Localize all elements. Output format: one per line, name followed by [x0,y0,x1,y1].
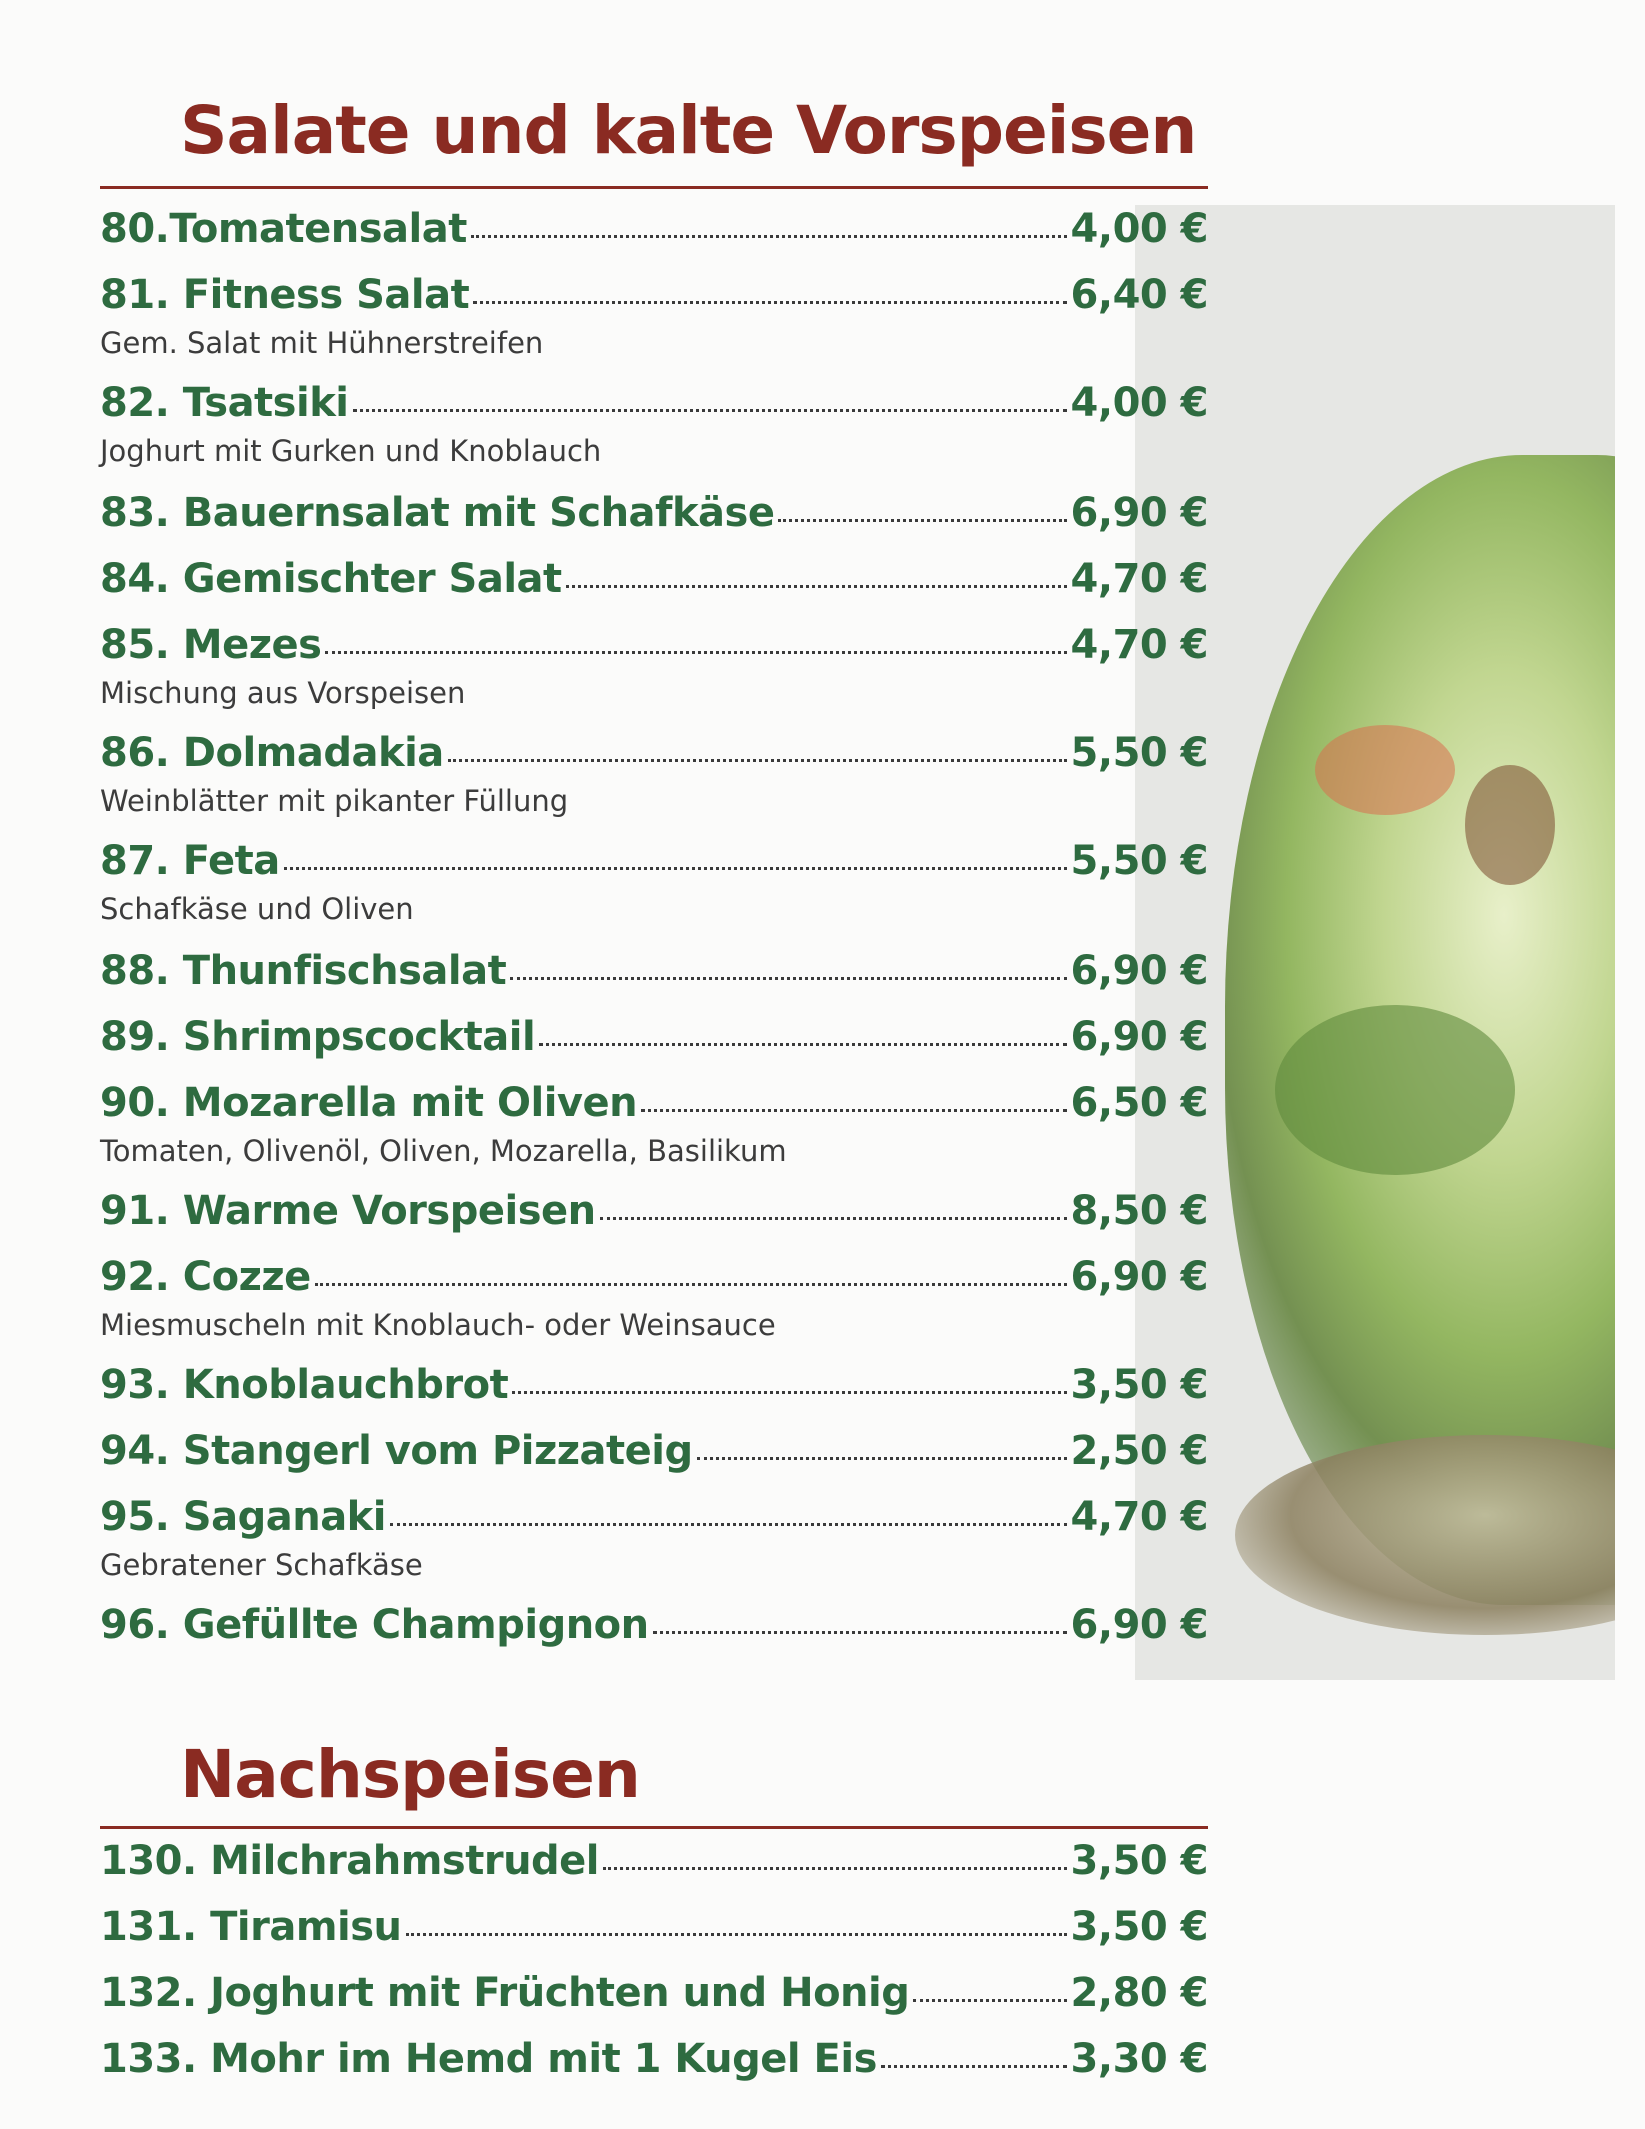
dot-leader [390,1523,1067,1526]
meat-shape [1465,765,1555,885]
menu-item [100,1494,1208,1583]
menu-item [100,1014,1208,1070]
item-row [100,730,1208,786]
item-row [100,490,1208,546]
item-row [100,838,1208,894]
item-name: 87. Feta [100,838,280,884]
dot-leader [471,235,1067,238]
dot-leader [653,1631,1067,1634]
salads-section-title: Salate und kalte Vorspeisen [180,92,1197,169]
menu-item [100,1254,1208,1343]
item-price: 3,30 € [1070,2036,1208,2082]
item-name: 132. Joghurt mit Früchten und Honig [100,1970,910,2016]
item-price: 6,90 € [1070,490,1208,536]
item-name: 82. Tsatsiki [100,380,349,426]
item-price: 2,80 € [1070,1970,1208,2016]
dot-leader [539,1043,1066,1046]
item-price: 4,00 € [1070,206,1208,252]
menu-item [100,730,1208,819]
menu-item [100,1080,1208,1169]
item-row [100,1494,1208,1550]
desserts-title-rule [100,1826,1208,1829]
item-price: 4,70 € [1070,556,1208,602]
dot-leader [512,1391,1066,1394]
item-name: 92. Cozze [100,1254,311,1300]
menu-item [100,622,1208,711]
menu-item [100,1838,1208,1894]
item-name: 95. Saganaki [100,1494,386,1540]
item-row [100,1904,1208,1960]
item-description: Miesmuscheln mit Knoblauch- oder Weinsauce [100,1308,776,1342]
menu-item [100,272,1208,361]
item-row [100,272,1208,328]
item-name: 83. Bauernsalat mit Schafkäse [100,490,775,536]
dot-leader [325,651,1066,654]
item-price: 6,90 € [1070,1254,1208,1300]
item-price: 3,50 € [1070,1904,1208,1950]
item-price: 8,50 € [1070,1188,1208,1234]
item-price: 6,90 € [1070,948,1208,994]
item-price: 3,50 € [1070,1838,1208,1884]
item-price: 4,70 € [1070,622,1208,668]
dot-leader [473,301,1066,304]
item-description: Schafkäse und Oliven [100,892,414,926]
dot-leader [778,519,1066,522]
item-name: 85. Mezes [100,622,322,668]
dot-leader [353,409,1067,412]
item-description: Joghurt mit Gurken und Knoblauch [100,434,602,468]
item-name: 84. Gemischter Salat [100,556,562,602]
item-row [100,1602,1208,1658]
bowl-base-shape [1235,1435,1615,1635]
item-price: 3,50 € [1070,1362,1208,1408]
item-price: 6,50 € [1070,1080,1208,1126]
tomato-shape [1315,725,1455,815]
item-row [100,948,1208,1004]
salads-title-rule [100,186,1208,189]
item-price: 6,40 € [1070,272,1208,318]
menu-item [100,380,1208,469]
item-row [100,1970,1208,2026]
item-description: Mischung aus Vorspeisen [100,676,466,710]
dot-leader [566,585,1067,588]
item-description: Gem. Salat mit Hühnerstreifen [100,326,544,360]
menu-item [100,1904,1208,1960]
item-row [100,1014,1208,1070]
dot-leader [697,1457,1067,1460]
dot-leader [315,1283,1067,1286]
menu-item [100,1602,1208,1658]
item-name: 81. Fitness Salat [100,272,470,318]
dot-leader [406,1933,1067,1936]
item-row [100,1428,1208,1484]
greens-shape [1275,1005,1515,1175]
item-row [100,380,1208,436]
item-name: 130. Milchrahmstrudel [100,1838,600,1884]
item-description: Gebratener Schafkäse [100,1548,423,1582]
item-price: 6,90 € [1070,1602,1208,1648]
menu-item [100,2036,1208,2092]
menu-item [100,1428,1208,1484]
item-price: 5,50 € [1070,838,1208,884]
item-name: 91. Warme Vorspeisen [100,1188,596,1234]
menu-item [100,1970,1208,2026]
item-row [100,622,1208,678]
item-name: 90. Mozarella mit Oliven [100,1080,638,1126]
item-price: 4,70 € [1070,1494,1208,1540]
item-row [100,2036,1208,2092]
item-row [100,1254,1208,1310]
menu-item [100,838,1208,927]
item-name: 96. Gefüllte Champignon [100,1602,649,1648]
desserts-section-title: Nachspeisen [180,1736,640,1813]
item-description: Weinblätter mit pikanter Füllung [100,784,569,818]
menu-item [100,1188,1208,1244]
menu-item [100,490,1208,546]
item-row [100,1362,1208,1418]
item-row [100,1838,1208,1894]
item-row [100,1080,1208,1136]
item-name: 131. Tiramisu [100,1904,402,1950]
dot-leader [603,1867,1067,1870]
item-name: 88. Thunfischsalat [100,948,507,994]
item-price: 5,50 € [1070,730,1208,776]
item-name: 80.Tomatensalat [100,206,467,252]
dot-leader [448,759,1067,762]
item-description: Tomaten, Olivenöl, Oliven, Mozarella, Basilikum [100,1134,787,1168]
item-name: 93. Knoblauchbrot [100,1362,509,1408]
dot-leader [510,977,1066,980]
item-row [100,1188,1208,1244]
item-name: 86. Dolmadakia [100,730,444,776]
menu-item [100,948,1208,1004]
item-name: 133. Mohr im Hemd mit 1 Kugel Eis [100,2036,877,2082]
dot-leader [641,1109,1066,1112]
item-row [100,556,1208,612]
menu-item [100,556,1208,612]
item-price: 6,90 € [1070,1014,1208,1060]
dot-leader [600,1217,1067,1220]
item-row [100,206,1208,262]
menu-item [100,206,1208,262]
dot-leader [284,867,1067,870]
item-price: 2,50 € [1070,1428,1208,1474]
dot-leader [881,2065,1067,2068]
item-name: 89. Shrimpscocktail [100,1014,536,1060]
item-price: 4,00 € [1070,380,1208,426]
dot-leader [913,1999,1066,2002]
menu-item [100,1362,1208,1418]
item-name: 94. Stangerl vom Pizzateig [100,1428,693,1474]
